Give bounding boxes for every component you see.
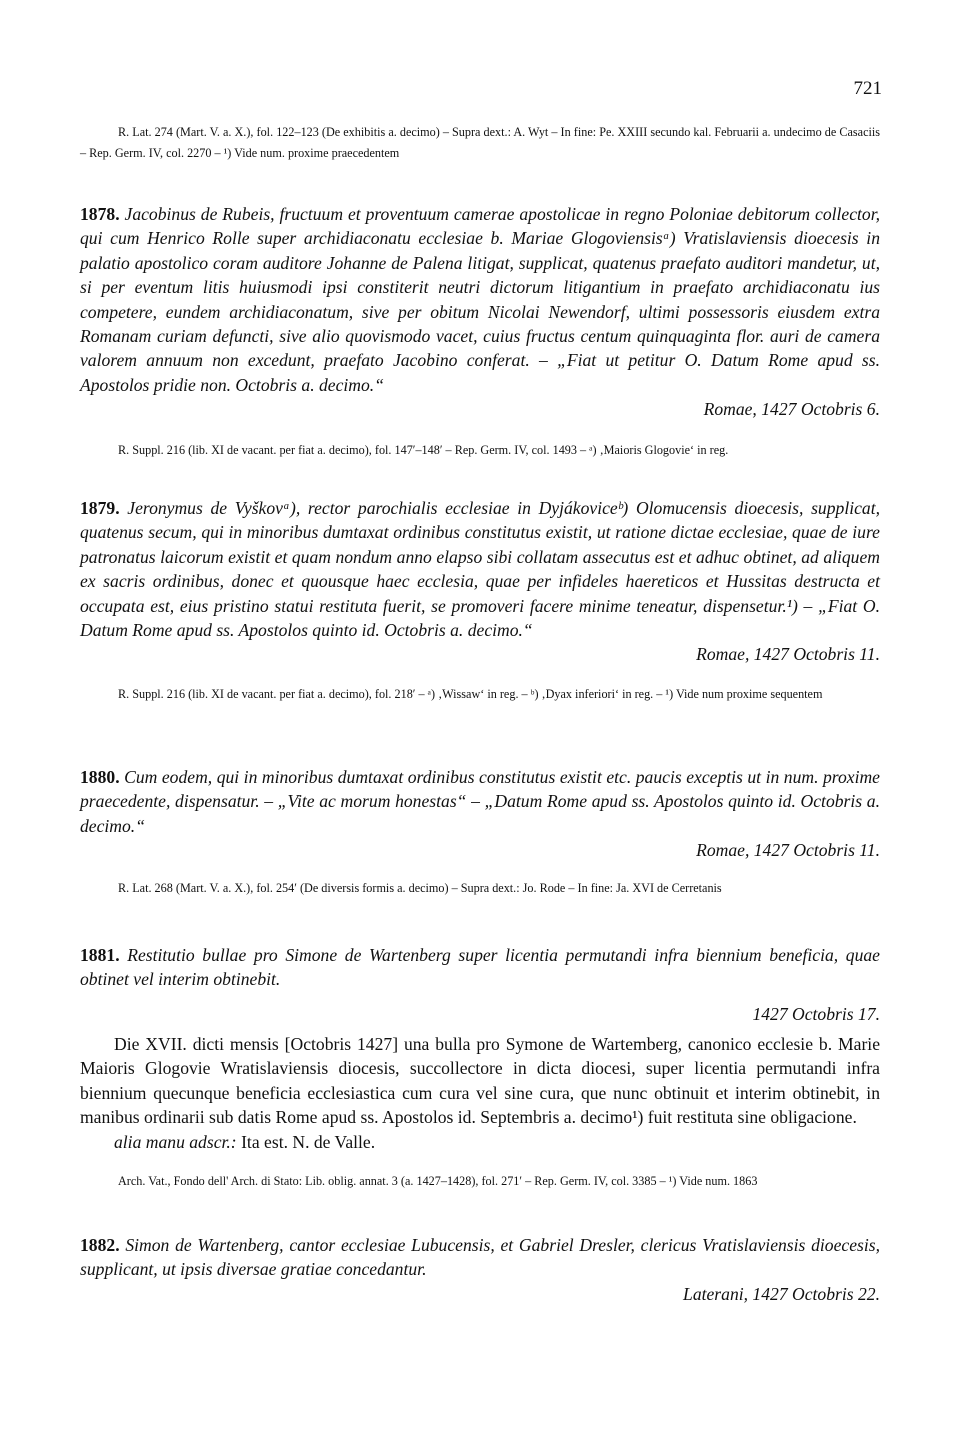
entry-1878 — [80, 202, 880, 422]
entry-text: Restitutio bullae pro Simone de Wartenberg super licentia permutandi infra biennium beneficia, quae obtinet vel interim obtinebit. — [80, 945, 880, 990]
entry-1881 — [80, 943, 880, 1026]
body-text: Die XVII. dicti mensis [Octobris 1427] una bulla pro Symone de Wartemberg, canonico ecclesie b. Marie Maioris Glogovie Wratislaviensis diocesis, succollectore in dicta diocesi, super licentia permutandi infra biennium quecunque beneficia ecclesiastica cum cura vel sine cura, que nunc obtinuit et interim obtinebit, in manibus ordinarii sub datis Rome apud ss. Apostolos id. Septembris a. decimo¹) fuit restituta sine obligacione. — [80, 1034, 880, 1128]
alt-hand-label: alia manu adscr.: — [114, 1131, 237, 1152]
entry-number: 1878. — [80, 204, 120, 224]
footnote-1879: R. Suppl. 216 (lib. XI de vacant. per fiat a. decimo), fol. 218′ – ᵃ) ‚Wissaw‘ in reg. – ᵇ) ‚Dyax inferiori‘ in reg. – ¹) Vide num proxime sequentem — [118, 687, 823, 701]
entry-1880 — [80, 765, 880, 863]
entry-date: Romae, 1427 Octobris 11. — [696, 840, 880, 861]
footnote-1877: R. Lat. 274 (Mart. V. a. X.), fol. 122–123 (De exhibitis a. decimo) – Supra dext.: A. Wyt – In fine: Pe. XXIII secundo kal. Februarii a. undecimo de Casaciis – Rep. Germ. IV, col. 2270 – ¹) Vide num. proxime praecedentem — [80, 125, 880, 160]
entry-date: Laterani, 1427 Octobris 22. — [683, 1283, 880, 1304]
entry-number: 1882. — [80, 1235, 120, 1255]
footnote-1878: R. Suppl. 216 (lib. XI de vacant. per fiat a. decimo), fol. 147′–148′ – Rep. Germ. IV, col. 1493 – ᵃ) ‚Maioris Glogovie‘ in reg. — [118, 443, 729, 457]
alt-hand-text: Ita est. N. de Valle. — [241, 1131, 376, 1152]
entry-1882 — [80, 1233, 880, 1306]
footnote-1881: Arch. Vat., Fondo dell' Arch. di Stato: Lib. oblig. annat. 3 (a. 1427–1428), fol. 271′ – Rep. Germ. IV, col. 3385 – ¹) Vide num. 1863 — [118, 1174, 758, 1188]
entry-number: 1880. — [80, 767, 120, 787]
entry-text: Cum eodem, qui in minoribus dumtaxat ordinibus constitutus existit etc. paucis exceptis ut in num. proxime praecedente, dispensatur. – „Vite ac morum honestas“ – „Datum Rome apud ss. Apostolos quinto id. Octobris a. decimo.“ — [80, 767, 880, 836]
entry-1881-body — [80, 1032, 880, 1154]
alt-hand-note — [80, 1130, 880, 1154]
entry-1879 — [80, 496, 880, 667]
entry-text: Jeronymus de Vyškovᵃ), rector parochialis ecclesiae in Dyjákoviceᵇ) Olomucensis dioecesis, supplicat, quatenus secum, qui in minoribus dumtaxat ordinibus constitutus existit, ut ratione dictae ecclesiae, quae de iure patronatus laicorum existit et quam nondum anno elapso sibi collatam assecutus est et adhuc obtinet, ad aliquem ex sacris ordinibus, donec et quousque haec ecclesia, quae per infideles haereticos et Hussitas destructa et occupata est, eius pristino statui restituta fuerit, se promoveri facere minime teneatur, dispensetur.¹) – „Fiat O. Datum Rome apud ss. Apostolos quinto id. Octobris a. decimo.“ — [80, 498, 880, 641]
entry-number: 1881. — [80, 945, 120, 965]
footnote-1880: R. Lat. 268 (Mart. V. a. X.), fol. 254′ (De diversis formis a. decimo) – Supra dext.: Jo. Rode – In fine: Ja. XVI de Cerretanis — [118, 881, 722, 895]
page-number: 721 — [853, 78, 882, 99]
entry-date: Romae, 1427 Octobris 11. — [696, 644, 880, 665]
entry-date: Romae, 1427 Octobris 6. — [703, 399, 880, 420]
entry-text: Simon de Wartenberg, cantor ecclesiae Lubucensis, et Gabriel Dresler, clericus Vratislaviensis dioecesis, supplicant, ut ipsis diversae gratiae concedantur. — [80, 1235, 881, 1280]
entry-date: 1427 Octobris 17. — [752, 1003, 880, 1024]
entry-text: Jacobinus de Rubeis, fructuum et proventuum camerae apostolicae in regno Poloniae debitorum collector, qui cum Henrico Rolle super archidiaconatu ecclesiae b. Mariae Glogoviensisᵃ) Vratislaviensis dioecesis in palatio apostolico coram auditore Johanne de Palena litigat, supplicat, quatenus praefato auditori mandetur, ut, si per eventum litis huiusmodi ipsi constiterit neutri dictorum litigantium in praefato archidiaconatu ius competere, eundem archidiaconatum, sive per obitum Nicolai Newendorf, ultimi possessoris eiusdem extra Romanam curiam defuncti, sive alio quovismodo vacet, cuius fructus centum quinquaginta flor. auri de camera valorem annuum non excedunt, praefato Jacobino conferat. – „Fiat ut petitur O. Datum Rome apud ss. Apostolos pridie non. Octobris a. decimo.“ — [80, 204, 880, 395]
entry-number: 1879. — [80, 498, 120, 518]
